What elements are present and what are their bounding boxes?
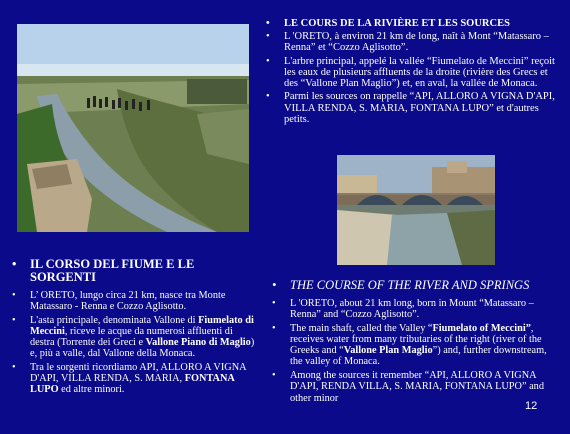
- italian-item: • L’ ORETO, lungo circa 21 km, nasce tra Monte Matassaro - Renna e Cozzo Aglisotto.: [8, 290, 258, 312]
- english-text-block: [268, 279, 558, 407]
- french-item: • L 'ORETO, à environ 21 km de long, naît à Mont “Matassaro – Renna” et “Cozzo Aglisotto”.: [262, 31, 562, 53]
- english-heading: • THE COURSE OF THE RIVER AND SPRINGS: [268, 279, 558, 292]
- french-item: • L'arbre principal, appelé la vallée “Fiumelato de Meccini” reçoit les eaux de plusieurs affluents de la droite (rivière des Grecs et des “Vallone Plan Maglio”) et, en aval, la vallée de Monaca.: [262, 56, 562, 90]
- french-text-block: [262, 18, 562, 127]
- river-bridge-photo: [337, 155, 495, 265]
- italian-text-block: [8, 258, 258, 398]
- english-item: • L 'ORETO, about 21 km long, born in Mount “Matassaro – Renna” and “Cozzo Aglisotto”.: [268, 298, 558, 320]
- river-photo-with-people: [17, 24, 249, 232]
- italian-item: • L'asta principale, denominata Vallone di Fiumelato di Meccini, riceve le acque da numerosi affluenti di destra (Torrente dei Greci e Vallone Piano di Maglio) e, più a valle, dal Vallone della Monaca.: [8, 315, 258, 359]
- french-heading: • LE COURS DE LA RIVIÈRE ET LES SOURCES: [262, 18, 562, 29]
- page-number: 12: [525, 400, 538, 412]
- english-item: • The main shaft, called the Valley “Fiumelato of Meccini”, receives water from many tributaries of the right (river of the Greeks and “Vallone Plan Maglio”) and, further downstream, the valley of Monaca.: [268, 323, 558, 367]
- italian-item: • Tra le sorgenti ricordiamo API, ALLORO A VIGNA D'API, VILLA RENDA, S. MARIA, FONTANA LUPO ed altre minori.: [8, 362, 258, 395]
- english-item: • Among the sources it remember “API, ALLORO A VIGNA D'API, RENDA VILLA, S. MARIA, FONTANA LUPO” and other minor: [268, 370, 558, 403]
- french-item: • Parmi les sources on rappelle “API, ALLORO A VIGNA D'API, VILLA RENDA, S. MARIA, FONTANA LUPO” et d'autres petits.: [262, 91, 562, 125]
- italian-heading: • IL CORSO DEL FIUME E LE SORGENTI: [8, 258, 258, 285]
